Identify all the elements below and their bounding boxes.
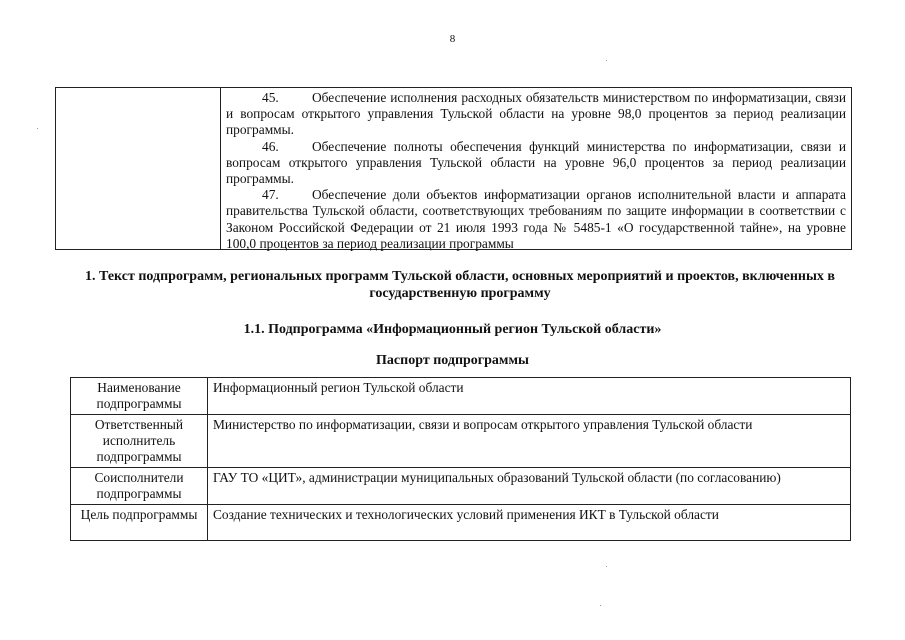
passport-label: Цель подпрограммы: [71, 505, 208, 541]
subsection-heading: 1.1. Подпрограмма «Информационный регион Тульской области»: [243, 322, 662, 337]
empty-left-cell: [56, 88, 221, 249]
passport-value: Министерство по информатизации, связи и вопросам открытого управления Тульской области: [208, 415, 851, 468]
indicator-text: Обеспечение полноты обеспечения функций министерства по информатизации, связи и вопросам открытого управления Тульской области на уровне 96,0 процентов за период реализации программы.: [226, 138, 846, 187]
passport-label: Наименование подпрограммы: [71, 378, 208, 415]
indicator-item-46: [226, 139, 846, 188]
page-number: 8: [449, 33, 456, 45]
indicator-number: 47.: [262, 187, 279, 203]
passport-row: [71, 378, 851, 415]
passport-row: [71, 505, 851, 541]
continuation-table: [55, 87, 852, 250]
indicator-text: Обеспечение доли объектов информатизации органов исполнительной власти и аппарата правительства Тульской области, соответствующих требованиям по защите информации в соответствии с Законом Российской Федерации от 21 июля 1993 года № 5485-1 «О государственной тайне», на уровне 100,0 процентов за период реализации программы: [226, 187, 846, 251]
indicator-item-45: [226, 90, 846, 139]
indicators-cell: [226, 90, 846, 252]
passport-label: Ответственный исполнитель подпрограммы: [71, 415, 208, 468]
indicator-number: 46.: [262, 138, 279, 154]
indicator-text: Обеспечение исполнения расходных обязательств министерством по информатизации, связи и вопросам открытого управления Тульской области на уровне 98,0 процентов за период реализации программы.: [226, 90, 846, 138]
passport-label: Соисполнители подпрограммы: [71, 468, 208, 505]
passport-heading: Паспорт подпрограммы: [376, 353, 529, 368]
passport-value: ГАУ ТО «ЦИТ», администрации муниципальных образований Тульской области (по согласованию): [208, 468, 851, 505]
scan-speck: [37, 128, 38, 129]
passport-table: [70, 377, 851, 541]
indicator-item-47: [226, 187, 846, 252]
scan-speck: [606, 566, 607, 567]
passport-row: [71, 415, 851, 468]
passport-value: Создание технических и технологических условий применения ИКТ в Тульской области: [208, 505, 851, 541]
scan-speck: [606, 60, 607, 61]
passport-value: Информационный регион Тульской области: [208, 378, 851, 415]
passport-row: [71, 468, 851, 505]
section-heading: 1. Текст подпрограмм, региональных программ Тульской области, основных мероприятий и проектов, включенных в государственную программу: [85, 269, 835, 301]
indicator-number: 45.: [262, 90, 279, 105]
scan-speck: [600, 605, 601, 606]
